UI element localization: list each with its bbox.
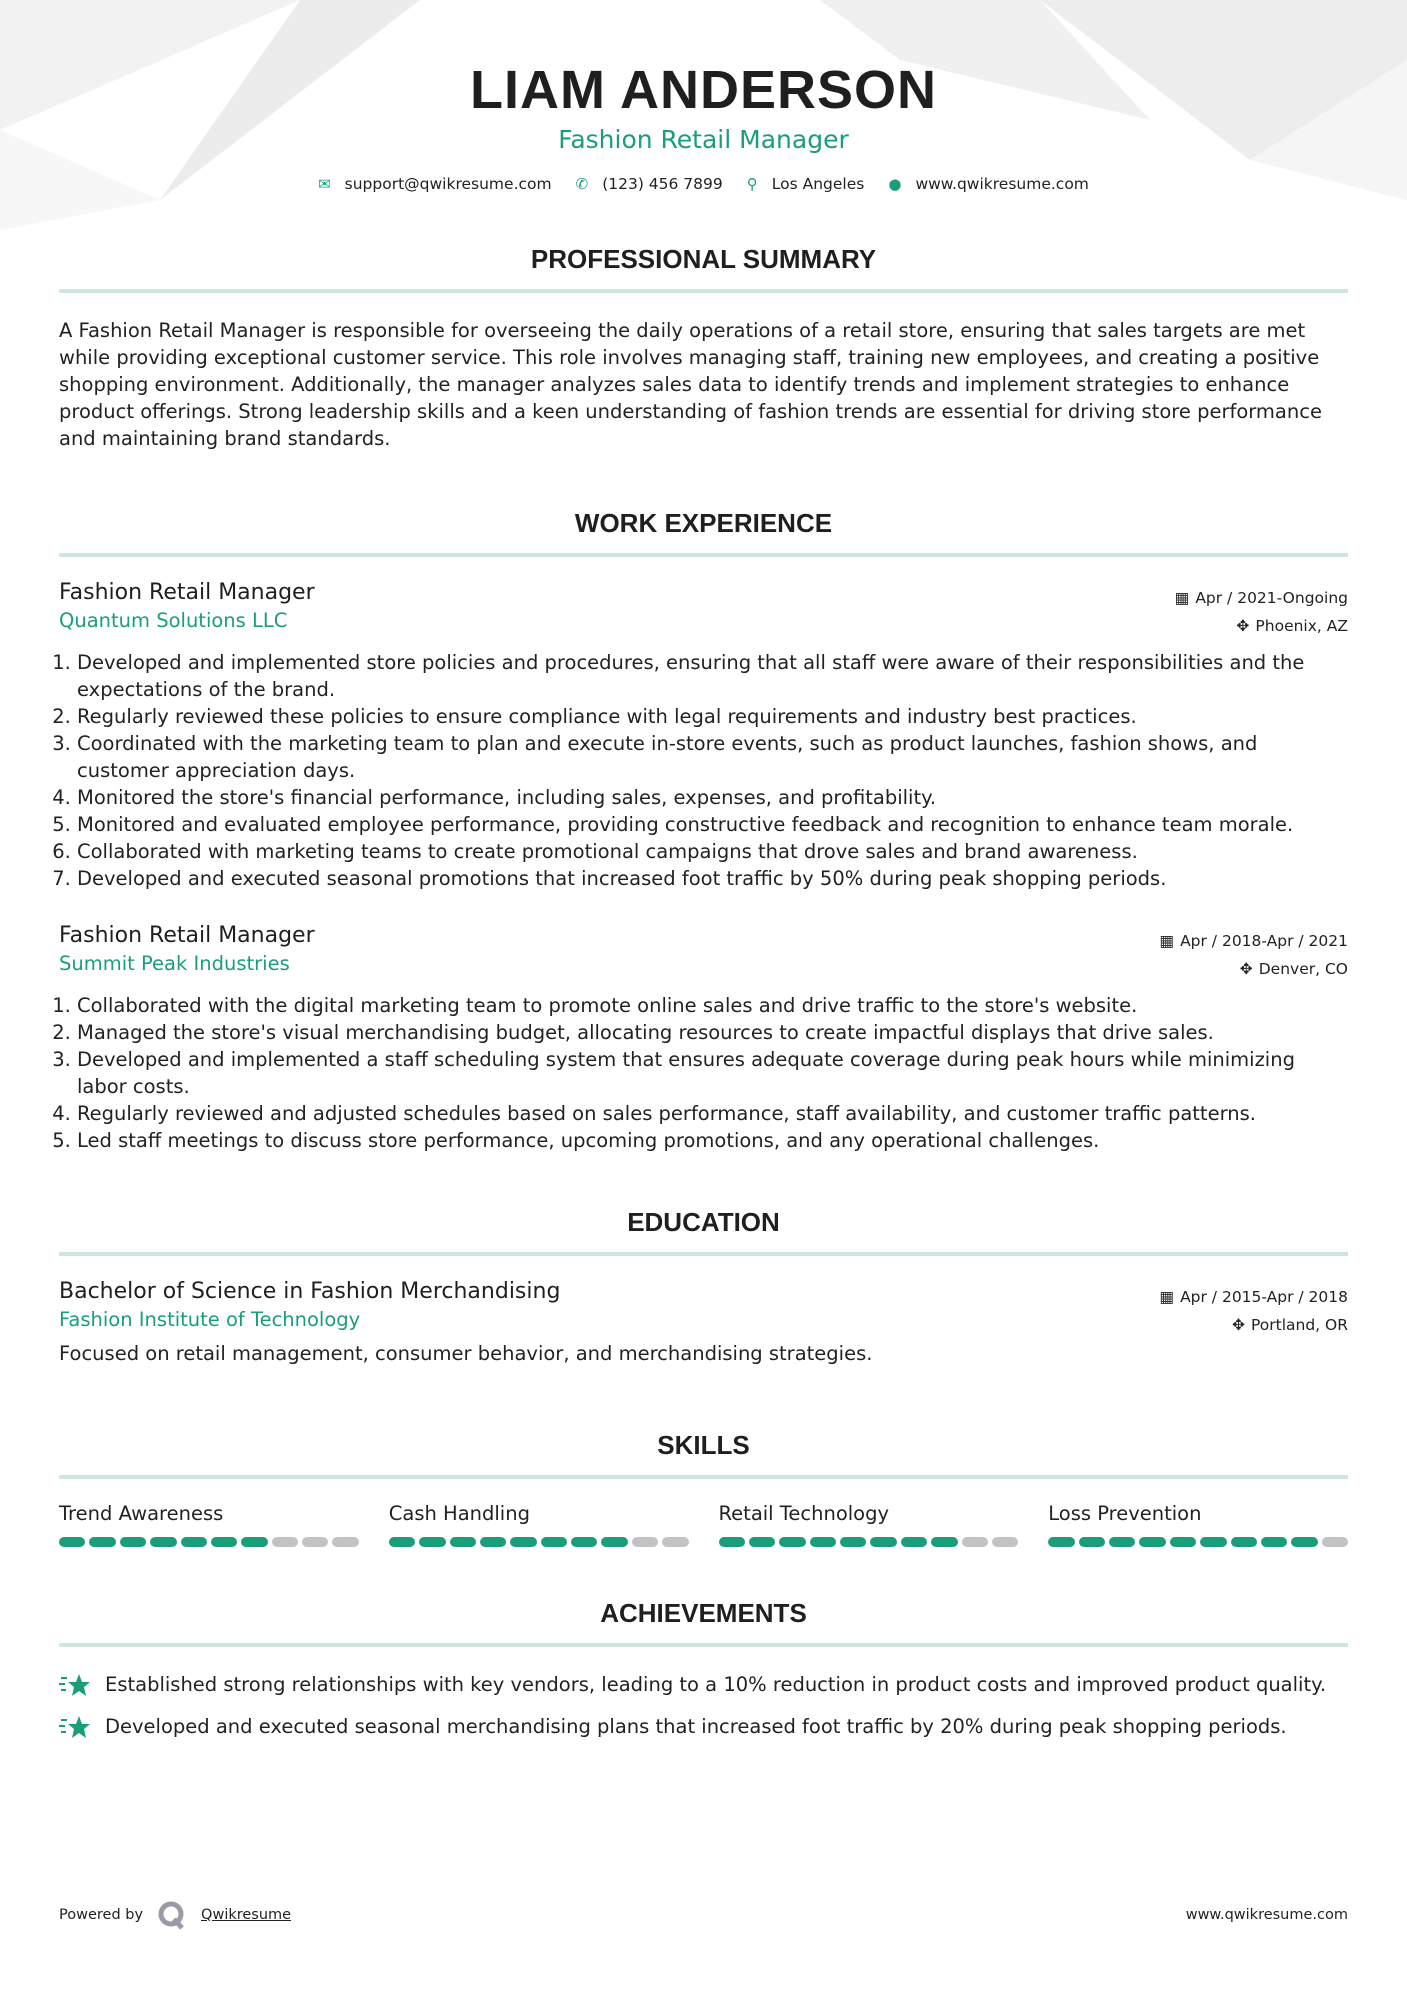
skill-level-segment <box>962 1537 988 1547</box>
job-bullet: 3. Developed and implemented a staff scheduling system that ensures adequate coverage during peak hours while minimizing labor costs. <box>77 1046 1348 1100</box>
skill-level-segment <box>840 1537 866 1547</box>
skill-level-segment <box>480 1537 506 1547</box>
education-dates: Apr / 2015-Apr / 2018 <box>1180 1288 1348 1306</box>
job-bullet: 5. Led staff meetings to discuss store performance, upcoming promotions, and any operational challenges. <box>77 1127 1348 1154</box>
section-heading-work: WORK EXPERIENCE <box>574 508 833 538</box>
skill-level-segment <box>541 1537 567 1547</box>
contact-website[interactable]: www.qwikresume.com <box>915 175 1089 193</box>
achievement-item <box>59 1713 1348 1741</box>
pin-icon: ✥ <box>1231 1316 1245 1334</box>
job-location: Phoenix, AZ <box>1255 617 1348 635</box>
section-divider <box>59 289 1348 293</box>
section-heading-achievements: ACHIEVEMENTS <box>600 1598 807 1628</box>
achievement-text: Established strong relationships with key vendors, leading to a 10% reduction in product costs and improved product quality. <box>105 1673 1327 1696</box>
job-bullet: 1. Collaborated with the digital marketing team to promote online sales and drive traffic to the store's website. <box>77 992 1348 1019</box>
skill-level-segment <box>450 1537 476 1547</box>
email-icon: ✉ <box>318 175 331 193</box>
degree: Bachelor of Science in Fashion Merchandising <box>59 1279 561 1304</box>
education-location: Portland, OR <box>1250 1316 1348 1334</box>
skill-level-segment <box>389 1537 415 1547</box>
job-bullet: 1. Developed and implemented store policies and procedures, ensuring that all staff were aware of their responsibilities and the expectations of the brand. <box>77 649 1348 703</box>
calendar-icon: ▦ <box>1174 589 1190 607</box>
skill-name: Cash Handling <box>388 1502 530 1525</box>
skill-level-segment <box>810 1537 836 1547</box>
job-bullet: 4. Regularly reviewed and adjusted schedules based on sales performance, staff availability, and customer traffic patterns. <box>77 1100 1348 1127</box>
skill-level-segment <box>241 1537 267 1547</box>
skill-level-segment <box>1291 1537 1317 1547</box>
contact-location: Los Angeles <box>771 175 865 193</box>
calendar-icon: ▦ <box>1159 1288 1175 1306</box>
job-location: Denver, CO <box>1258 960 1348 978</box>
skill-level-segment <box>1170 1537 1196 1547</box>
company-name: Summit Peak Industries <box>59 952 290 975</box>
job-bullet: 2. Regularly reviewed these policies to ensure compliance with legal requirements and industry best practices. <box>77 703 1348 730</box>
job-bullet: 5. Monitored and evaluated employee performance, providing constructive feedback and recognition to enhance team morale. <box>77 811 1348 838</box>
powered-by-label: Powered by <box>59 1907 144 1923</box>
skill-level-segment <box>181 1537 207 1547</box>
skill-level-segment <box>1079 1537 1105 1547</box>
section-divider <box>59 1475 1348 1479</box>
job-bullet: 2. Managed the store's visual merchandising budget, allocating resources to create impactful displays that drive sales. <box>77 1019 1348 1046</box>
skill-level-segment <box>510 1537 536 1547</box>
skill-level-segment <box>719 1537 745 1547</box>
section-divider <box>59 1252 1348 1256</box>
skill-name: Loss Prevention <box>1048 1502 1202 1525</box>
qwikresume-link[interactable]: Qwikresume <box>201 1907 292 1923</box>
education-description: Focused on retail management, consumer behavior, and merchandising strategies. <box>59 1342 873 1365</box>
skill-name: Retail Technology <box>718 1502 890 1525</box>
skill-item <box>389 1501 689 1547</box>
skill-level-bar <box>59 1537 359 1547</box>
job-dates: Apr / 2018-Apr / 2021 <box>1180 932 1348 950</box>
skill-level-segment <box>89 1537 115 1547</box>
skill-level-bar <box>389 1537 689 1547</box>
skill-level-bar <box>719 1537 1019 1547</box>
location-pin-icon: ⚲ <box>746 175 758 193</box>
skill-name: Trend Awareness <box>59 1502 224 1525</box>
skill-item <box>59 1501 359 1547</box>
skill-level-segment <box>332 1537 358 1547</box>
skill-level-segment <box>272 1537 298 1547</box>
skill-level-segment <box>1231 1537 1257 1547</box>
job-bullet: 3. Coordinated with the marketing team to plan and execute in-store events, such as product launches, fashion shows, and customer appreciation days. <box>77 730 1348 784</box>
achievement-item <box>59 1671 1348 1699</box>
skill-level-segment <box>1322 1537 1348 1547</box>
section-heading-education: EDUCATION <box>627 1207 780 1237</box>
job-title: Fashion Retail Manager <box>59 923 315 948</box>
job-dates: Apr / 2021-Ongoing <box>1195 589 1348 607</box>
skill-level-segment <box>870 1537 896 1547</box>
skill-level-bar <box>1048 1537 1348 1547</box>
skill-level-segment <box>1109 1537 1135 1547</box>
skill-level-segment <box>901 1537 927 1547</box>
skill-item <box>1048 1501 1348 1547</box>
school: Fashion Institute of Technology <box>59 1308 361 1331</box>
skill-level-segment <box>59 1537 85 1547</box>
job-entry <box>59 922 1348 1154</box>
calendar-icon: ▦ <box>1159 932 1175 950</box>
qwikresume-logo-icon <box>157 1900 187 1930</box>
job-bullet: 6. Collaborated with marketing teams to create promotional campaigns that drove sales and brand awareness. <box>77 838 1348 865</box>
skill-level-segment <box>1139 1537 1165 1547</box>
job-entry <box>59 579 1348 892</box>
skill-level-segment <box>302 1537 328 1547</box>
candidate-title: Fashion Retail Manager <box>558 125 849 154</box>
globe-icon: ● <box>888 175 902 193</box>
skill-level-segment <box>662 1537 688 1547</box>
skill-level-segment <box>1048 1537 1074 1547</box>
footer-website[interactable]: www.qwikresume.com <box>1185 1907 1348 1923</box>
footer <box>59 1900 1348 1930</box>
contact-bar <box>59 172 1348 196</box>
skill-level-segment <box>749 1537 775 1547</box>
pin-icon: ✥ <box>1239 960 1253 978</box>
skill-level-segment <box>779 1537 805 1547</box>
job-bullets <box>59 992 1348 1154</box>
star-achievement-icon <box>59 1715 91 1741</box>
star-achievement-icon <box>59 1673 91 1699</box>
skill-level-segment <box>120 1537 146 1547</box>
company-name: Quantum Solutions LLC <box>59 609 288 632</box>
skill-level-segment <box>419 1537 445 1547</box>
candidate-name: LIAM ANDERSON <box>470 60 937 120</box>
skill-level-segment <box>1261 1537 1287 1547</box>
section-divider <box>59 1643 1348 1647</box>
skill-level-segment <box>632 1537 658 1547</box>
job-bullet: 7. Developed and executed seasonal promotions that increased foot traffic by 50% during peak shopping periods. <box>77 865 1348 892</box>
skill-level-segment <box>992 1537 1018 1547</box>
pin-icon: ✥ <box>1236 617 1250 635</box>
section-divider <box>59 553 1348 557</box>
skill-item <box>719 1501 1019 1547</box>
contact-phone: (123) 456 7899 <box>602 175 723 193</box>
skill-level-segment <box>601 1537 627 1547</box>
skill-level-segment <box>211 1537 237 1547</box>
achievement-text: Developed and executed seasonal merchandising plans that increased foot traffic by 20% during peak shopping periods. <box>105 1715 1287 1738</box>
section-heading-summary: PROFESSIONAL SUMMARY <box>530 244 877 274</box>
section-heading-skills: SKILLS <box>657 1430 750 1460</box>
skill-level-segment <box>931 1537 957 1547</box>
skill-level-segment <box>1200 1537 1226 1547</box>
job-bullets <box>59 649 1348 892</box>
summary-text: A Fashion Retail Manager is responsible for overseeing the daily operations of a retail store, ensuring that sales targets are met while providing exceptional customer service. This role involves managing staff, training new employees, and creating a positive shopping environment. Additionally, the manager analyzes sales data to identify trends and implement strategies to enhance product offerings. Strong leadership skills and a keen understanding of fashion trends are essential for driving store performance and maintaining brand standards. <box>59 319 1322 450</box>
job-title: Fashion Retail Manager <box>59 580 315 605</box>
skill-level-segment <box>571 1537 597 1547</box>
phone-icon: ✆ <box>575 175 589 193</box>
job-bullet: 4. Monitored the store's financial performance, including sales, expenses, and profitability. <box>77 784 1348 811</box>
education-entry <box>59 1278 1348 1367</box>
contact-email[interactable]: support@qwikresume.com <box>344 175 552 193</box>
skill-level-segment <box>150 1537 176 1547</box>
